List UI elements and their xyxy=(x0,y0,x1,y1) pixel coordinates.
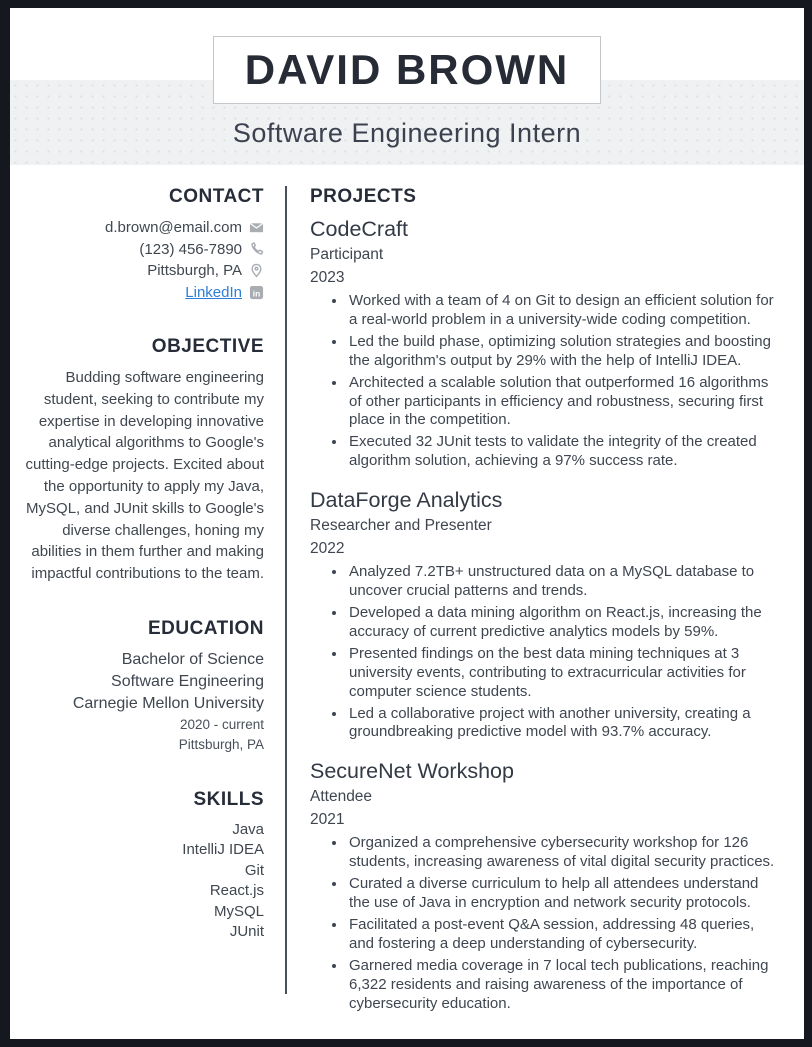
project-role: Attendee xyxy=(310,788,373,806)
project-year: 2021 xyxy=(310,811,345,829)
project-role: Researcher and Presenter xyxy=(310,517,492,535)
contact-phone-text: (123) 456-7890 xyxy=(139,240,242,258)
project-bullet: • Garnered media coverage in 7 local tech publications, reaching 6,322 residents and raising awareness of the importance of cybersecurity education. xyxy=(347,957,782,1014)
project-bullet: • Organized a comprehensive cybersecurity workshop for 126 students, increasing awareness of vital digital security practices. xyxy=(347,834,782,872)
main-column xyxy=(287,186,804,1012)
name-box xyxy=(213,36,601,104)
contact-email-text: d.brown@email.com xyxy=(105,219,242,236)
contact-item-email xyxy=(20,217,264,239)
education-degree: Bachelor of Science xyxy=(121,650,264,668)
svg-text:in: in xyxy=(252,288,261,298)
skill-item: MySQL xyxy=(213,902,264,920)
project-title: DataForge Analytics xyxy=(310,488,503,513)
contact-item-phone xyxy=(20,239,264,261)
project-role: Participant xyxy=(310,246,384,263)
project-bullet: • Executed 32 JUnit tests to validate the integrity of the created algorithm solution, achieving a 97% success rate. xyxy=(347,433,782,471)
skill-item: Java xyxy=(232,820,264,838)
job-title: Software Engineering Intern xyxy=(232,118,582,148)
project-bullet: • Facilitated a post-event Q&A session, addressing 48 queries, and fostering a deep understanding of cybersecurity. xyxy=(347,916,782,954)
project-bullet: • Worked with a team of 4 on Git to design an efficient solution for a real-world problem in a university-wide coding competition. xyxy=(347,292,782,330)
contact-heading: CONTACT xyxy=(169,186,264,207)
objective-heading: OBJECTIVE xyxy=(151,336,264,357)
skill-item: IntelliJ IDEA xyxy=(182,841,264,859)
project-bullet: • Led the build phase, optimizing solution strategies and boosting the algorithm's output by 29% with the help of IntelliJ IDEA. xyxy=(347,333,782,371)
project-bullet-list xyxy=(310,834,782,1013)
location-icon xyxy=(249,263,264,278)
skill-item: JUnit xyxy=(229,923,264,940)
project-securenet xyxy=(310,759,782,1013)
email-icon xyxy=(249,220,264,235)
objective-text: Budding software engineering student, seeking to contribute my expertise in developing innovative analytical algorithms to Google's cutting-edge projects. Excited about the opportunity to apply my Java, MySQL, and JUnit skills to Google's diverse challenges, honing my abilities in them further and making impactful contributions to the team. xyxy=(25,369,264,583)
education-major: Software Engineering xyxy=(111,672,264,690)
skills-section xyxy=(20,789,264,942)
projects-heading: PROJECTS xyxy=(310,186,417,207)
sidebar xyxy=(10,186,287,994)
objective-section xyxy=(20,336,264,585)
education-heading: EDUCATION xyxy=(147,617,264,639)
project-bullet: • Analyzed 7.2TB+ unstructured data on a MySQL database to uncover crucial patterns and trends. xyxy=(347,563,782,601)
project-bullet: • Architected a scalable solution that outperformed 16 algorithms of other participants in efficiency and robustness, securing first place in the competition. xyxy=(347,374,782,431)
contact-location-text: Pittsburgh, PA xyxy=(147,262,242,279)
project-bullet: • Led a collaborative project with another university, creating a groundbreaking predictive model with 93.7% accuracy. xyxy=(347,705,782,743)
project-year: 2023 xyxy=(310,269,345,286)
contact-item-location xyxy=(20,260,264,282)
project-bullet: • Presented findings on the best data mining techniques at 3 university events, contributing to extracurricular activities for computer science students. xyxy=(347,645,782,702)
contact-item-linkedin xyxy=(20,282,264,304)
education-location: Pittsburgh, PA xyxy=(178,737,264,753)
project-year: 2022 xyxy=(310,540,345,558)
linkedin-link[interactable]: LinkedIn xyxy=(185,283,242,301)
contact-section xyxy=(20,186,264,303)
skill-item: React.js xyxy=(209,882,264,900)
linkedin-icon xyxy=(249,285,264,300)
skill-item: Git xyxy=(244,861,264,879)
project-title: SecureNet Workshop xyxy=(310,759,514,784)
project-bullet: • Developed a data mining algorithm on React.js, increasing the accuracy of current predictive analytics models by 59%. xyxy=(347,604,782,642)
project-title: CodeCraft xyxy=(310,217,408,241)
skills-heading: SKILLS xyxy=(193,788,264,810)
education-school: Carnegie Mellon University xyxy=(72,694,264,712)
education-section xyxy=(20,618,264,756)
phone-icon xyxy=(249,242,264,257)
resume-header xyxy=(10,8,804,165)
education-dates: 2020 - current xyxy=(179,716,264,732)
project-codecraft xyxy=(310,217,782,471)
content-columns xyxy=(10,186,804,1039)
project-bullet-list xyxy=(310,563,782,742)
project-dataforge xyxy=(310,488,782,742)
candidate-name: DAVID BROWN xyxy=(244,46,570,93)
project-bullet: • Curated a diverse curriculum to help all attendees understand the use of Java in encryption and network security protocols. xyxy=(347,875,782,913)
project-bullet-list xyxy=(310,292,782,471)
